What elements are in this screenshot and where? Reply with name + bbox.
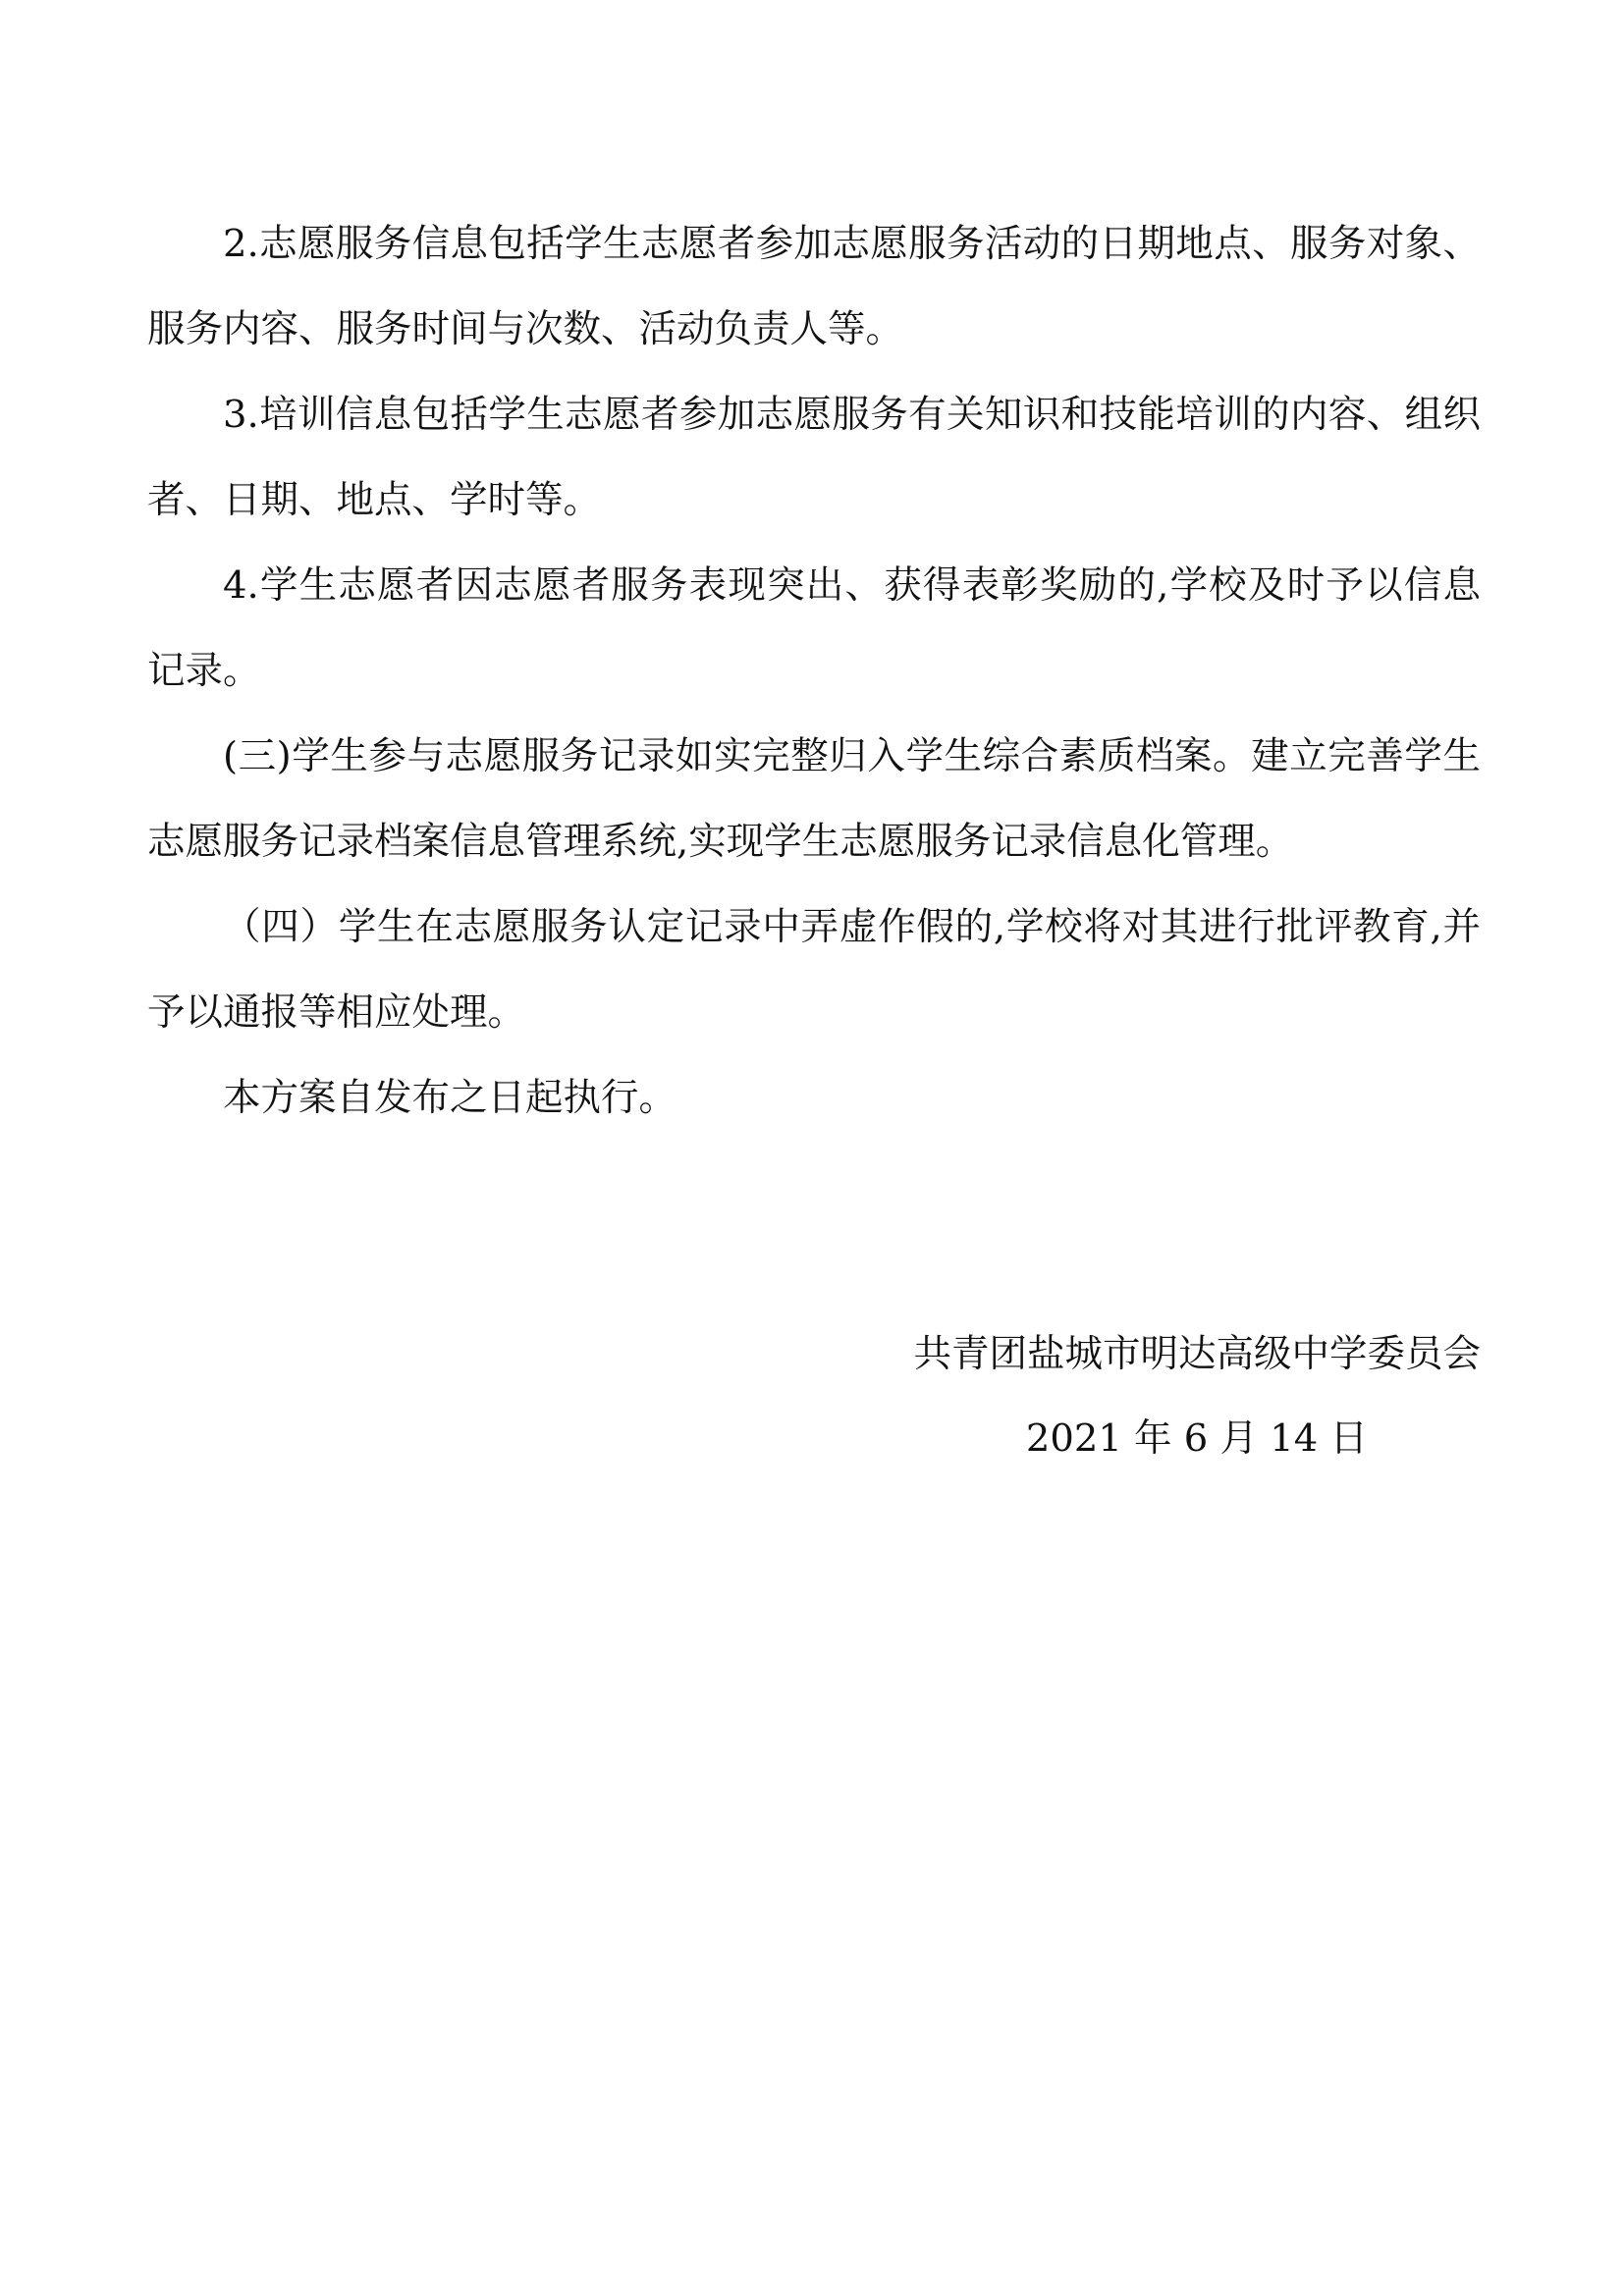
paragraph-section-3-archives: [147, 714, 1481, 884]
document-body: [147, 201, 1481, 1141]
text-line: (三)学生参与志愿服务记录如实完整归入学生综合素质档案。建立完善学生: [223, 734, 1481, 778]
text-line: 4.学生志愿者因志愿者服务表现突出、获得表彰奖励的,学校及时予以信息: [223, 563, 1481, 608]
text-line: 服务内容、服务时间与次数、活动负责人等。: [147, 307, 904, 351]
paragraph-effective-date: [147, 1055, 1481, 1141]
paragraph-section-4-misconduct: [147, 884, 1481, 1055]
paragraph-item-4-awards: [147, 543, 1481, 714]
text-line: 记录。: [147, 649, 261, 693]
signature-date: 2021 年 6 月 14 日: [1025, 1416, 1368, 1461]
text-line: 予以通报等相应处理。: [147, 990, 526, 1035]
paragraph-item-2-service-info: [147, 201, 1481, 372]
text-line: 2.志愿服务信息包括学生志愿者参加志愿服务活动的日期地点、服务对象、: [223, 222, 1481, 266]
text-line: 3.培训信息包括学生志愿者参加志愿服务有关知识和技能培训的内容、组织: [223, 393, 1481, 437]
paragraph-item-3-training-info: [147, 372, 1481, 543]
signature-organization: 共青团盐城市明达高级中学委员会: [913, 1332, 1481, 1376]
text-line: 者、日期、地点、学时等。: [147, 478, 602, 522]
text-line: 志愿服务记录档案信息管理系统,实现学生志愿服务记录信息化管理。: [147, 820, 1294, 864]
text-line: 本方案自发布之日起执行。: [223, 1076, 677, 1120]
text-line: （四）学生在志愿服务认定记录中弄虚作假的,学校将对其进行批评教育,并: [223, 905, 1481, 949]
